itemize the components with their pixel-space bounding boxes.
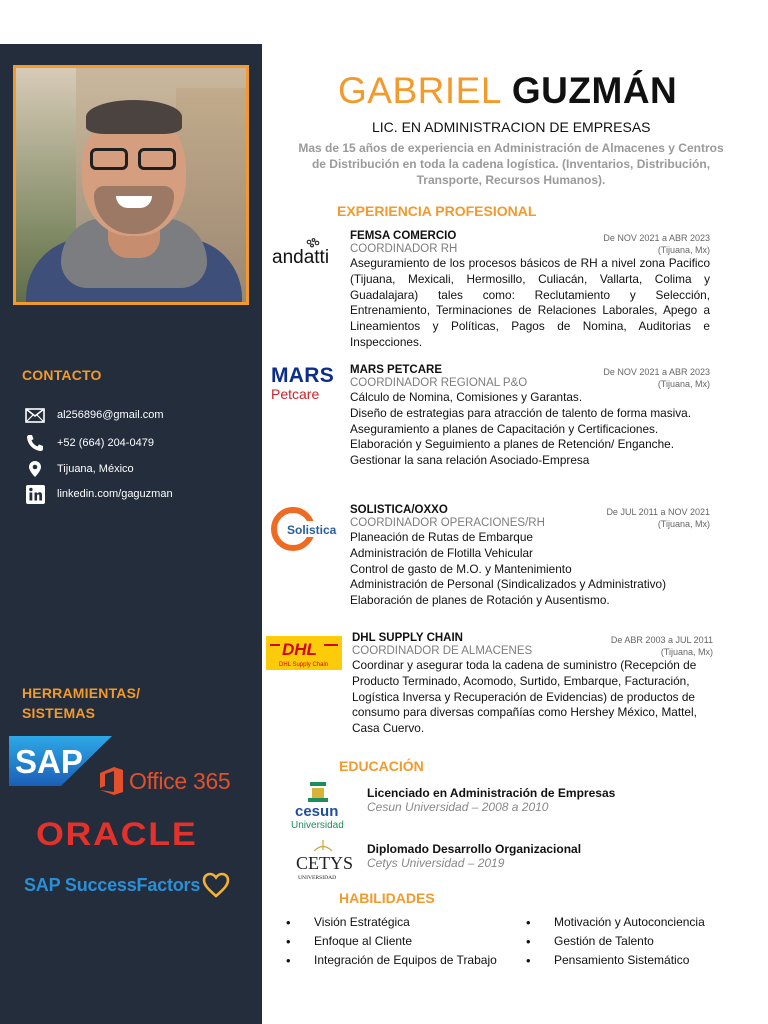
job-duty: Gestionar la sana relación Asociado-Empresa: [350, 453, 590, 468]
education-title: Licenciado en Administración de Empresas: [367, 786, 616, 800]
solistica-logo: [271, 506, 341, 557]
job-place: (Tijuana, Mx): [660, 647, 713, 657]
tools-heading-line-2: SISTEMAS: [22, 705, 96, 721]
tools-heading-line-1: HERRAMIENTAS/: [22, 685, 141, 701]
job-role: COORDINADOR OPERACIONES/RH: [350, 517, 545, 529]
oracle-logo: ORACLE: [36, 816, 198, 852]
skill-item: • Pensamiento Sistemático: [526, 953, 705, 972]
sap-logo: [9, 736, 112, 786]
skills-list-right: [526, 915, 705, 972]
job-role: COORDINADOR REGIONAL P&O: [350, 377, 528, 389]
job-date: [603, 232, 710, 256]
skills-list-left: [286, 915, 497, 972]
job-date-range: De NOV 2021 a ABR 2023: [603, 367, 710, 377]
job-duty: Control de gasto de M.O. y Mantenimiento: [350, 561, 572, 576]
job-duty: Planeación de Rutas de Embarque: [350, 530, 533, 544]
skills-heading: HABILIDADES: [339, 890, 435, 906]
contact-phone[interactable]: [24, 433, 154, 453]
job-company: SOLISTICA/OXXO: [350, 504, 448, 516]
job-duty: Diseño de estrategias para atracción de talento de forma masiva.: [350, 405, 691, 420]
andatti-logo-text: andatti: [272, 247, 330, 266]
office365-logo: [98, 766, 230, 796]
dhl-logo: [266, 636, 342, 670]
linkedin-icon: [24, 484, 46, 504]
job-description: Aseguramiento de los procesos básicos de RH a nivel zona Pacifico (Tijuana, Mexicali, Hermosillo, Culiacán, Vallarta, Colima y Guadalajara) tales como: Reclutamiento y Selección, Entrenamiento, Terminaciones de Relaciones Laborales, Apego a Lineamientos y Políticas, Pagos de Nomina, Auditorias e Inspecciones.: [350, 256, 710, 349]
cesun-logo-bottom: Universidad: [291, 820, 344, 831]
location-pin-icon: [24, 459, 46, 479]
job-description: [350, 390, 710, 469]
job-company: MARS PETCARE: [350, 364, 443, 376]
mars-petcare-logo: [271, 366, 334, 402]
job-date: [611, 634, 713, 658]
job-duty: Administración de Personal (Sindicalizados y Administrativo): [350, 577, 667, 592]
cesun-logo: [290, 780, 346, 832]
job-duty: Elaboración de planes de Rotación y Ausentismo.: [350, 593, 610, 608]
job-role: COORDINADOR DE ALMACENES: [352, 645, 533, 657]
phone-text: +52 (664) 204-0479: [57, 437, 154, 449]
education-item: [367, 842, 581, 870]
first-name: GABRIEL: [338, 70, 502, 111]
job-company: FEMSA COMERCIO: [350, 230, 457, 242]
skill-item: • Gestión de Talento: [526, 934, 705, 953]
job-place: (Tijuana, Mx): [657, 379, 710, 389]
job-mars: [350, 364, 710, 469]
job-description: [350, 530, 710, 609]
office365-text: Office 365: [129, 767, 231, 794]
job-description: Coordinar y asegurar toda la cadena de suministro (Recepción de Producto Terminado, Acomodo, Surtido, Embarque, Facturación, Logística Inversa y Recuperación de Evidencias) de productos de consumo para diversas compañías como Hershey México, Mattel, Casa Cuervo.: [352, 658, 697, 736]
job-duty: Administración de Flotilla Vehicular: [350, 545, 533, 560]
dhl-logo-sub: DHL Supply Chain: [279, 662, 329, 668]
education-school: Cetys Universidad – 2019: [367, 856, 505, 870]
job-date: [603, 366, 710, 390]
mars-logo-top: MARS: [271, 364, 335, 387]
skill-item: • Visión Estratégica: [286, 915, 497, 934]
skill-item: • Motivación y Autoconciencia: [526, 915, 705, 934]
contact-email[interactable]: [24, 405, 164, 425]
contact-linkedin[interactable]: [24, 484, 173, 504]
job-dhl: [352, 632, 713, 737]
job-date-range: De ABR 2003 a JUL 2011: [610, 635, 713, 645]
heart-icon: [202, 872, 230, 898]
job-company: DHL SUPPLY CHAIN: [352, 632, 463, 644]
job-femsa: [350, 230, 710, 351]
education-heading: EDUCACIÓN: [339, 758, 424, 774]
dhl-logo-text: DHL: [282, 640, 317, 659]
location-text: Tijuana, México: [57, 463, 134, 475]
job-solistica: [350, 504, 710, 609]
job-place: (Tijuana, Mx): [657, 519, 710, 529]
email-text: al256896@gmail.com: [57, 409, 164, 421]
skill-item: • Enfoque al Cliente: [286, 934, 497, 953]
cetys-logo-bottom: UNIVERSIDAD: [298, 875, 337, 881]
successfactors-logo: [24, 872, 230, 898]
mars-logo-bottom: Petcare: [271, 386, 320, 402]
andatti-logo: [271, 236, 337, 271]
cetys-logo-top: CETYS: [296, 853, 352, 873]
office-icon: [98, 766, 124, 796]
job-duty: Elaboración y Seguimiento a planes de Retención/ Enganche.: [350, 437, 674, 452]
mail-icon: [24, 405, 46, 425]
skill-item: • Integración de Equipos de Trabajo: [286, 953, 497, 972]
job-duty: Aseguramiento a planes de Capacitación y Certificaciones.: [350, 421, 659, 436]
education-school: Cesun Universidad – 2008 a 2010: [367, 800, 549, 814]
cetys-logo: [294, 838, 352, 882]
cesun-logo-top: cesun: [295, 803, 339, 820]
linkedin-text: linkedin.com/gaguzman: [57, 488, 173, 500]
phone-icon: [24, 433, 46, 453]
last-name: GUZMÁN: [511, 70, 678, 111]
profile-photo: [13, 65, 249, 305]
sap-logo-text: SAP: [15, 743, 83, 780]
job-duty: Cálculo de Nomina, Comisiones y Garantas.: [350, 390, 583, 404]
job-place: (Tijuana, Mx): [657, 245, 710, 255]
job-date: [606, 506, 710, 530]
successfactors-text: SAP SuccessFactors: [24, 874, 201, 895]
job-date-range: De JUL 2011 a NOV 2021: [606, 507, 710, 517]
job-date-range: De NOV 2021 a ABR 2023: [603, 233, 710, 243]
degree-title: LIC. EN ADMINISTRACION DE EMPRESAS: [372, 119, 651, 135]
contact-location: [24, 459, 134, 479]
contact-heading: CONTACTO: [22, 367, 102, 383]
profile-summary: Mas de 15 años de experiencia en Administración de Almacenes y Centros de Distribución en toda la cadena logística. (Inventarios, Distribución, Transporte, Recursos Humanos).: [298, 141, 724, 187]
candidate-name: [338, 70, 677, 112]
solistica-logo-text: Solistica: [287, 523, 337, 537]
job-role: COORDINADOR RH: [350, 243, 458, 255]
education-item: [367, 786, 615, 814]
experience-heading: EXPERIENCIA PROFESIONAL: [337, 203, 537, 219]
education-title: Diplomado Desarrollo Organizacional: [367, 842, 582, 856]
tools-heading: [22, 683, 140, 723]
